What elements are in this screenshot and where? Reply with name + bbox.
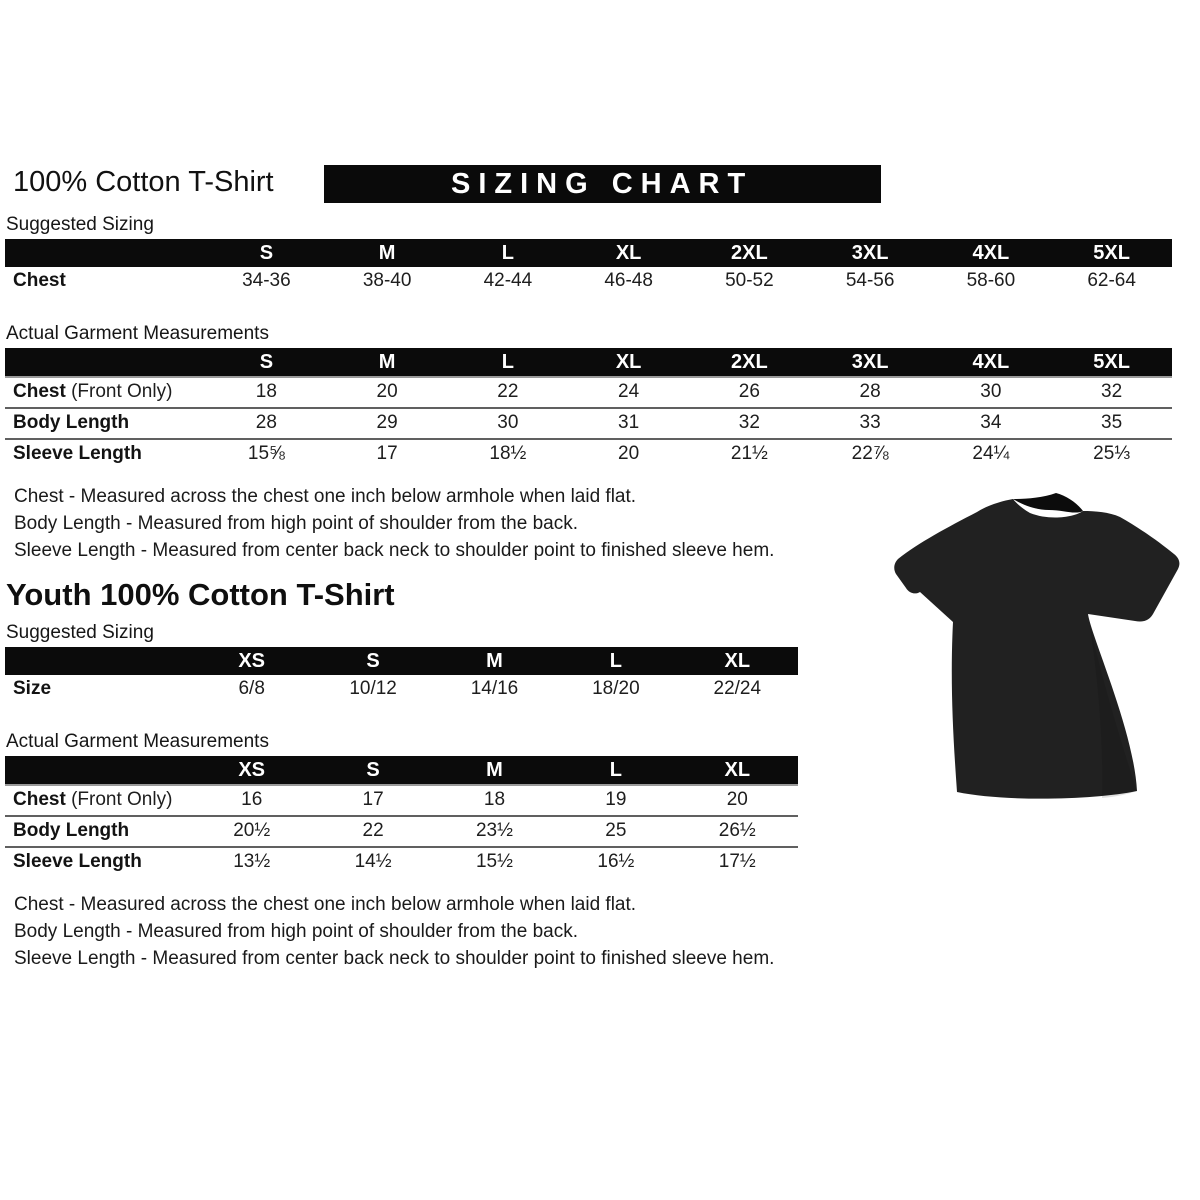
youth-suggested-sizing-table bbox=[5, 647, 798, 704]
cell: 15⅝ bbox=[247, 443, 285, 464]
note-sleeve-length: Sleeve Length - Measured from center back neck to shoulder point to finished sleeve hem. bbox=[14, 540, 775, 561]
table-row bbox=[5, 785, 798, 816]
cell: 28 bbox=[810, 377, 931, 408]
youth-actual-measurements-table bbox=[5, 756, 798, 877]
table-row bbox=[5, 408, 1172, 439]
header-row bbox=[5, 239, 1172, 267]
cell: 30 bbox=[931, 377, 1052, 408]
table-row bbox=[5, 439, 1172, 469]
cell: 22⅞ bbox=[851, 443, 889, 464]
column-header: S bbox=[312, 756, 433, 785]
cell: 34-36 bbox=[242, 270, 291, 291]
column-header: 5XL bbox=[1051, 239, 1172, 267]
cell: 18 bbox=[206, 377, 327, 408]
note-sleeve-length: Sleeve Length - Measured from center back neck to shoulder point to finished sleeve hem. bbox=[14, 948, 775, 969]
cell: 22 bbox=[312, 816, 433, 847]
cell: 25 bbox=[555, 816, 676, 847]
row-label: Sleeve Length bbox=[13, 443, 142, 464]
row-label: Chest (Front Only) bbox=[5, 785, 191, 816]
row-label: Size bbox=[13, 678, 52, 699]
cell: 21½ bbox=[730, 443, 768, 464]
table-row bbox=[5, 816, 798, 847]
cell: 16½ bbox=[597, 851, 635, 872]
corner-header bbox=[5, 348, 206, 377]
cell: 35 bbox=[1051, 408, 1172, 439]
cell: 22 bbox=[448, 377, 569, 408]
page-title: 100% Cotton T-Shirt bbox=[13, 166, 274, 198]
cell: 10/12 bbox=[349, 678, 397, 699]
column-header: L bbox=[555, 756, 676, 785]
table-row bbox=[5, 675, 798, 704]
cell: 17 bbox=[376, 443, 398, 464]
header-row bbox=[5, 756, 798, 785]
column-header: XS bbox=[191, 647, 312, 675]
header-row bbox=[5, 348, 1172, 377]
cell: 15½ bbox=[475, 851, 513, 872]
cell: 18 bbox=[434, 785, 555, 816]
corner-header bbox=[5, 647, 191, 675]
note-chest: Chest - Measured across the chest one inch below armhole when laid flat. bbox=[14, 894, 637, 915]
table-row bbox=[5, 847, 798, 877]
column-header: M bbox=[327, 239, 448, 267]
column-header: XL bbox=[568, 348, 689, 377]
column-header: L bbox=[448, 239, 569, 267]
cell: 14½ bbox=[354, 851, 392, 872]
column-header: S bbox=[206, 239, 327, 267]
row-label: Chest (Front Only) bbox=[5, 377, 206, 408]
column-header: XL bbox=[677, 756, 798, 785]
note-body-length: Body Length - Measured from high point of shoulder from the back. bbox=[14, 921, 578, 942]
header-row bbox=[0, 163, 1200, 205]
row-label: Body Length bbox=[5, 816, 191, 847]
column-header: M bbox=[434, 647, 555, 675]
header-row bbox=[5, 647, 798, 675]
cell: 16 bbox=[191, 785, 312, 816]
cell: 22/24 bbox=[713, 678, 762, 699]
table-row bbox=[5, 377, 1172, 408]
tshirt-image bbox=[890, 470, 1190, 812]
adult-actual-measurements-table bbox=[5, 348, 1172, 469]
cell: 13½ bbox=[233, 851, 271, 872]
column-header: S bbox=[206, 348, 327, 377]
cell: 6/8 bbox=[238, 678, 265, 699]
cell: 34 bbox=[931, 408, 1052, 439]
cell: 20½ bbox=[191, 816, 312, 847]
cell: 38-40 bbox=[362, 270, 412, 291]
youth-title: Youth 100% Cotton T-Shirt bbox=[6, 577, 395, 612]
column-header: 3XL bbox=[810, 239, 931, 267]
cell: 19 bbox=[555, 785, 676, 816]
tshirt-product-image bbox=[890, 470, 1190, 812]
cell: 62-64 bbox=[1087, 270, 1136, 291]
row-label: Body Length bbox=[5, 408, 206, 439]
cell: 26 bbox=[689, 377, 810, 408]
cell: 28 bbox=[206, 408, 327, 439]
tshirt-silhouette bbox=[894, 499, 1179, 799]
cell: 50-52 bbox=[725, 270, 774, 291]
table-row bbox=[5, 267, 1172, 296]
youth-actual-measurements-label: Actual Garment Measurements bbox=[6, 731, 269, 752]
column-header: 4XL bbox=[931, 348, 1052, 377]
corner-header bbox=[5, 239, 206, 267]
cell: 20 bbox=[618, 443, 640, 464]
adult-suggested-sizing-label: Suggested Sizing bbox=[6, 214, 154, 235]
cell: 46-48 bbox=[604, 270, 653, 291]
cell: 33 bbox=[810, 408, 931, 439]
column-header: L bbox=[448, 348, 569, 377]
column-header: 2XL bbox=[689, 348, 810, 377]
column-header: M bbox=[327, 348, 448, 377]
cell: 54-56 bbox=[845, 270, 895, 291]
cell: 17½ bbox=[718, 851, 756, 872]
cell: 32 bbox=[1051, 377, 1172, 408]
column-header: 2XL bbox=[689, 239, 810, 267]
cell: 24¼ bbox=[972, 443, 1010, 464]
column-header: 3XL bbox=[810, 348, 931, 377]
row-label: Chest bbox=[13, 270, 66, 291]
cell: 25⅓ bbox=[1093, 443, 1131, 464]
cell: 20 bbox=[327, 377, 448, 408]
note-body-length: Body Length - Measured from high point of shoulder from the back. bbox=[14, 513, 578, 534]
cell: 42-44 bbox=[483, 270, 533, 291]
note-chest: Chest - Measured across the chest one inch below armhole when laid flat. bbox=[14, 486, 637, 507]
column-header: 4XL bbox=[931, 239, 1052, 267]
column-header: XL bbox=[568, 239, 689, 267]
cell: 31 bbox=[568, 408, 689, 439]
row-label: Sleeve Length bbox=[13, 851, 142, 872]
youth-suggested-sizing-label: Suggested Sizing bbox=[6, 622, 154, 643]
cell: 30 bbox=[448, 408, 569, 439]
cell: 20 bbox=[677, 785, 798, 816]
cell: 24 bbox=[568, 377, 689, 408]
column-header: 5XL bbox=[1051, 348, 1172, 377]
cell: 23½ bbox=[434, 816, 555, 847]
column-header: XS bbox=[191, 756, 312, 785]
sizing-chart-banner: SIZING CHART bbox=[324, 165, 881, 203]
youth-measurement-notes bbox=[14, 891, 1200, 972]
corner-header bbox=[5, 756, 191, 785]
cell: 29 bbox=[327, 408, 448, 439]
cell: 32 bbox=[689, 408, 810, 439]
cell: 18½ bbox=[489, 443, 527, 464]
cell: 17 bbox=[312, 785, 433, 816]
cell: 14/16 bbox=[470, 678, 519, 699]
cell: 18/20 bbox=[592, 678, 640, 699]
adult-suggested-sizing-table bbox=[5, 239, 1172, 296]
cell: 58-60 bbox=[966, 270, 1016, 291]
column-header: L bbox=[555, 647, 676, 675]
column-header: S bbox=[312, 647, 433, 675]
adult-actual-measurements-label: Actual Garment Measurements bbox=[6, 323, 269, 344]
cell: 26½ bbox=[677, 816, 798, 847]
column-header: M bbox=[434, 756, 555, 785]
column-header: XL bbox=[677, 647, 798, 675]
